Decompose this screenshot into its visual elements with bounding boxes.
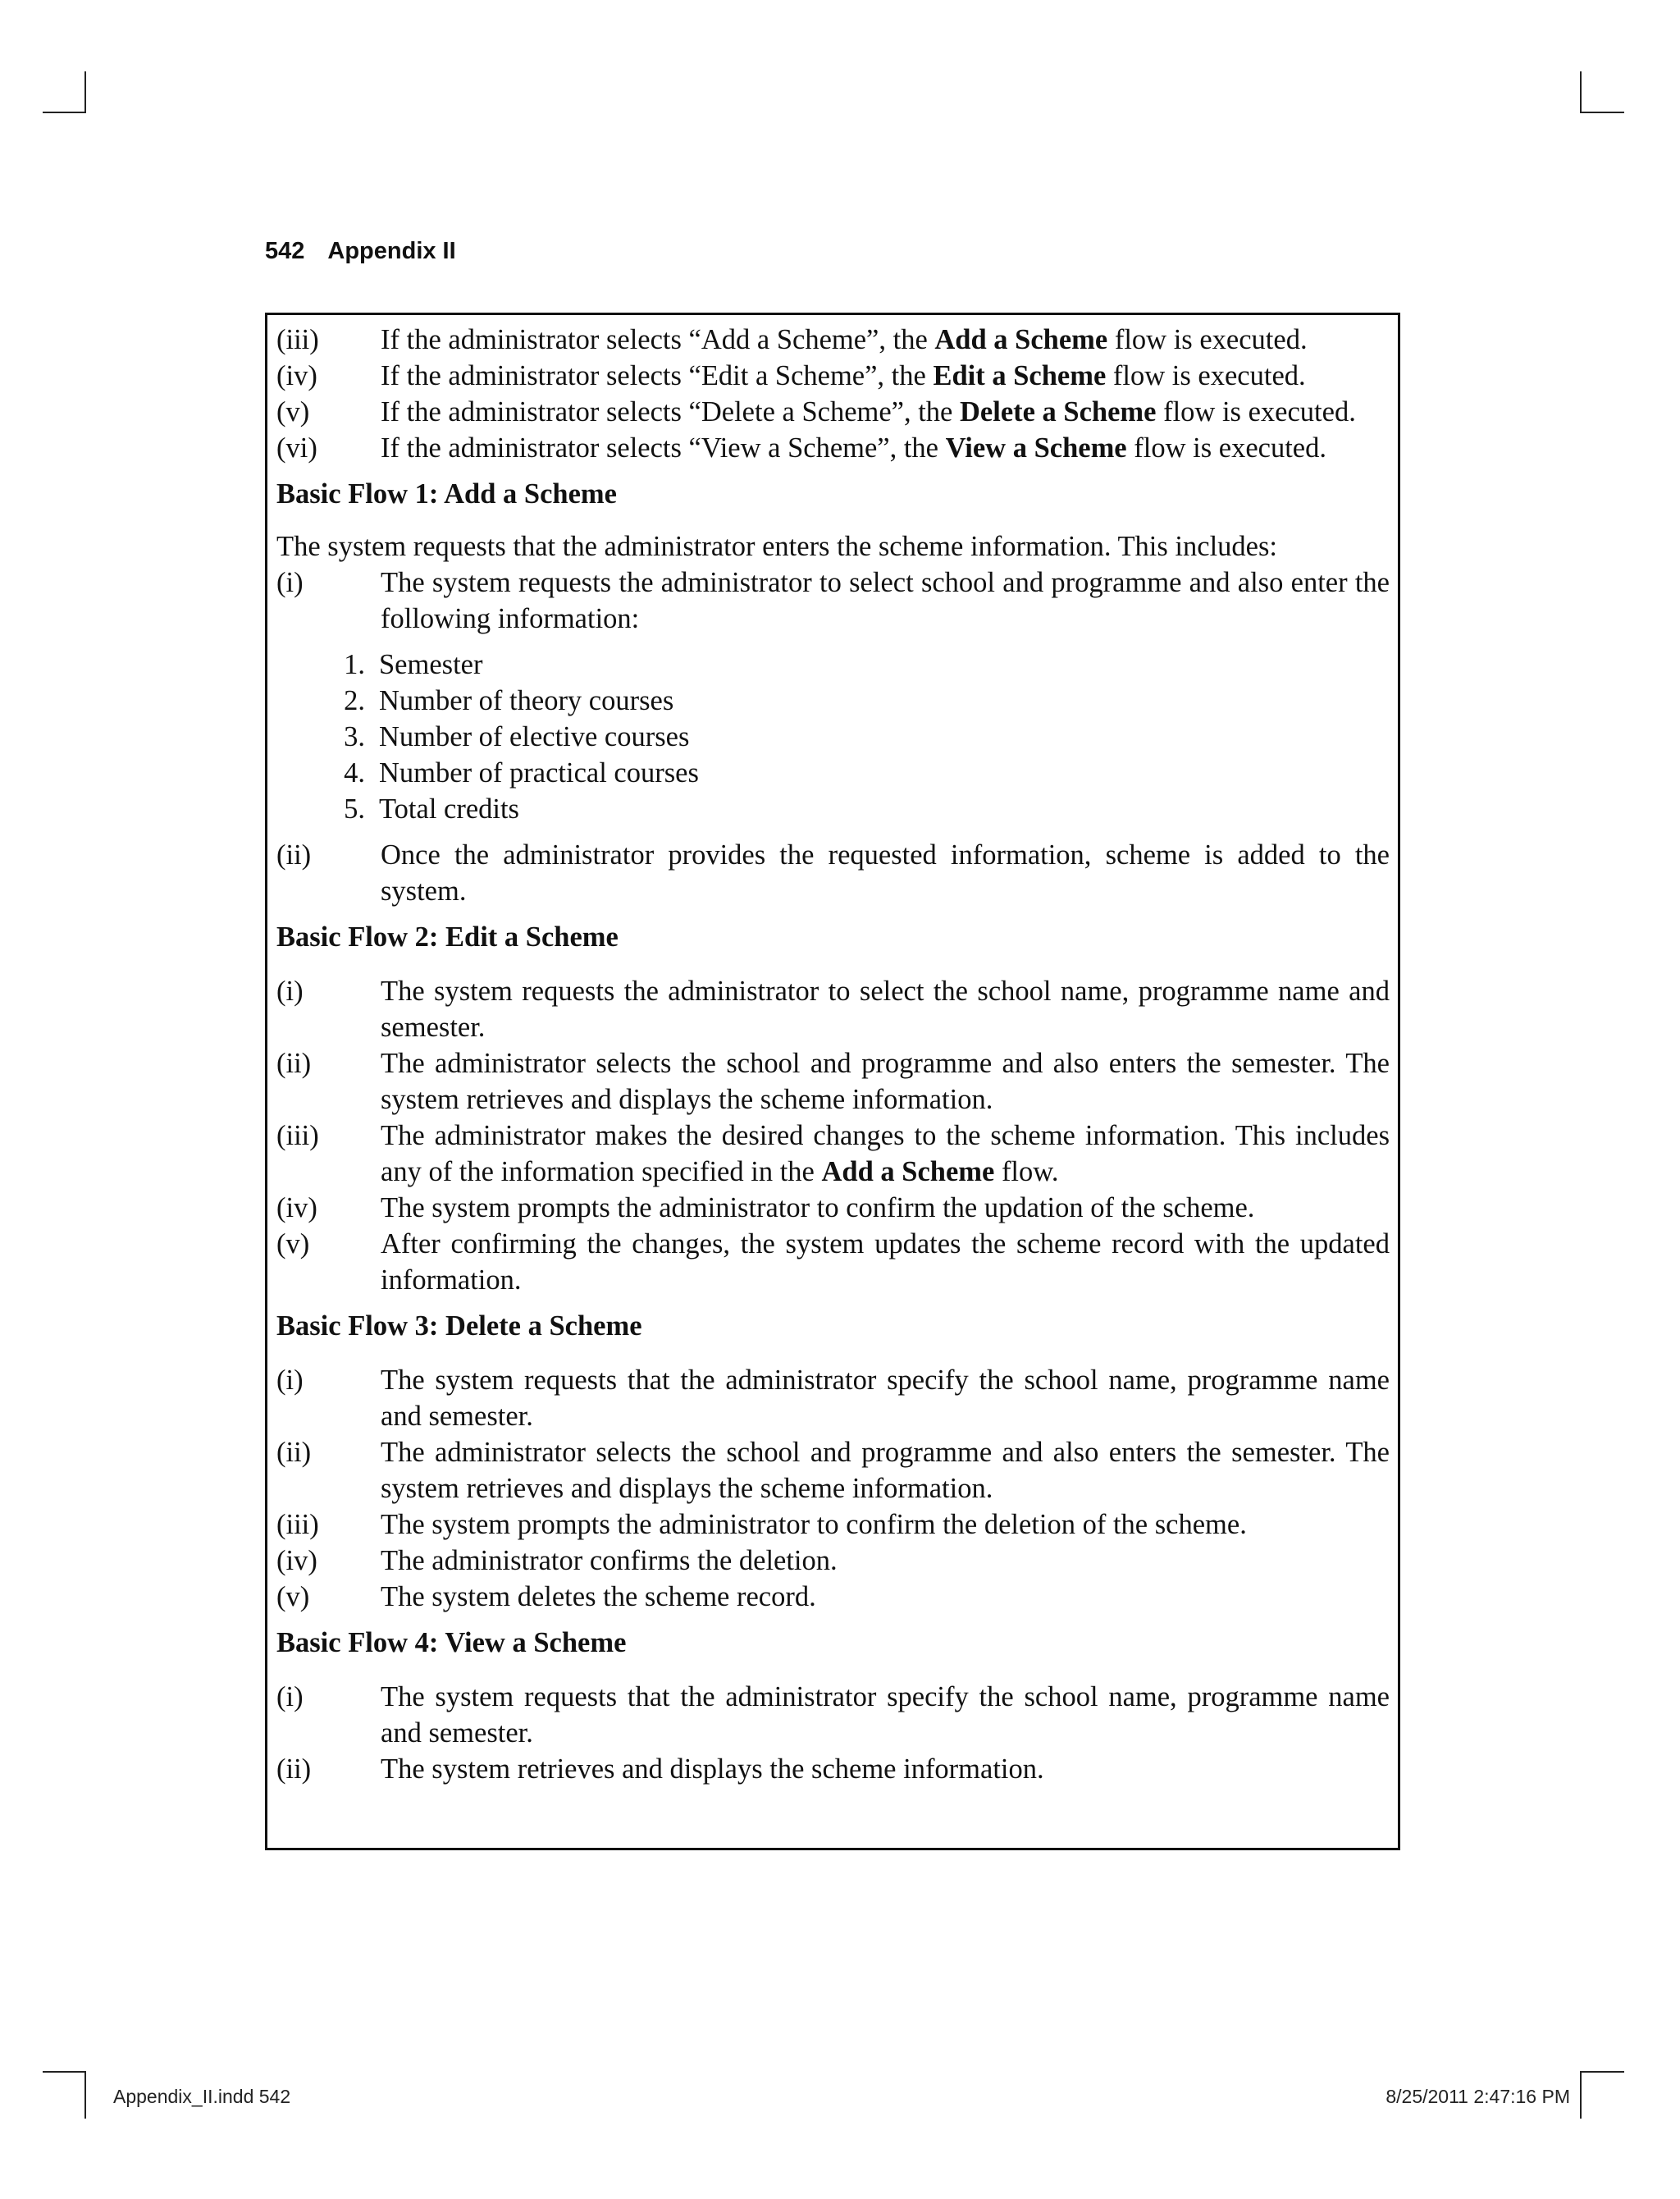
item-text: If the administrator selects “Add a Scheme”, the bbox=[381, 324, 935, 355]
item-text: If the administrator selects “Delete a Scheme”, the bbox=[381, 396, 960, 427]
item-bold: Add a Scheme bbox=[934, 324, 1108, 355]
item-number: (iv) bbox=[276, 1545, 317, 1576]
sublist-number: 3. bbox=[344, 721, 365, 752]
flow2-list bbox=[276, 973, 1390, 1298]
list-item bbox=[276, 1190, 1390, 1226]
item-text-end: flow is executed. bbox=[1107, 324, 1308, 355]
list-item bbox=[276, 837, 1390, 909]
item-text: If the administrator selects “Edit a Scheme”, the bbox=[381, 360, 934, 391]
sublist-number: 2. bbox=[344, 685, 365, 716]
sublist-text: Total credits bbox=[379, 793, 519, 825]
list-item bbox=[276, 1506, 1390, 1543]
item-bold: Delete a Scheme bbox=[960, 396, 1157, 427]
sublist-item bbox=[276, 647, 1390, 683]
use-case-box bbox=[265, 313, 1400, 1850]
list-item bbox=[276, 358, 1390, 394]
list-item bbox=[276, 394, 1390, 430]
flow4-list bbox=[276, 1679, 1390, 1787]
item-text: The system prompts the administrator to confirm the deletion of the scheme. bbox=[381, 1509, 1247, 1540]
item-bold: View a Scheme bbox=[945, 432, 1127, 464]
slug-timestamp: 8/25/2011 2:47:16 PM bbox=[1386, 2086, 1570, 2107]
list-item bbox=[276, 322, 1390, 358]
item-text: The system requests the administrator to select school and programme and also enter the following information: bbox=[381, 567, 1390, 634]
item-number: (ii) bbox=[276, 839, 312, 871]
sublist-number: 5. bbox=[344, 793, 365, 825]
item-number: (i) bbox=[276, 567, 304, 598]
item-number: (i) bbox=[276, 1365, 304, 1396]
item-bold: Add a Scheme bbox=[821, 1156, 995, 1187]
information-sublist bbox=[276, 647, 1390, 827]
list-item bbox=[276, 1543, 1390, 1579]
item-number: (i) bbox=[276, 976, 304, 1007]
item-number: (iv) bbox=[276, 1192, 317, 1223]
sublist-item bbox=[276, 791, 1390, 827]
sublist-text: Number of elective courses bbox=[379, 721, 690, 752]
item-number: (ii) bbox=[276, 1753, 312, 1785]
sublist-item bbox=[276, 719, 1390, 755]
list-item bbox=[276, 1434, 1390, 1506]
sublist-item bbox=[276, 755, 1390, 791]
flow3-list bbox=[276, 1362, 1390, 1615]
item-number: (vi) bbox=[276, 432, 317, 464]
running-head bbox=[265, 238, 456, 265]
item-text-end: flow is executed. bbox=[1106, 360, 1306, 391]
item-text-end: flow is executed. bbox=[1156, 396, 1356, 427]
item-text: The system prompts the administrator to confirm the updation of the scheme. bbox=[381, 1192, 1255, 1223]
crop-mark-bottom-left-v bbox=[84, 2071, 86, 2119]
list-item bbox=[276, 973, 1390, 1045]
item-text: The system requests that the administrator specify the school name, programme name and semester. bbox=[381, 1365, 1390, 1432]
item-number: (iii) bbox=[276, 324, 319, 355]
item-text: The system requests that the administrator specify the school name, programme name and semester. bbox=[381, 1681, 1390, 1749]
item-text: The administrator makes the desired changes to the scheme information. This includes any of the information specified in the bbox=[381, 1120, 1390, 1187]
item-number: (v) bbox=[276, 1581, 310, 1612]
list-item bbox=[276, 430, 1390, 466]
item-text: The administrator selects the school and programme and also enters the semester. The system retrieves and displays the scheme information. bbox=[381, 1048, 1390, 1115]
item-number: (iii) bbox=[276, 1509, 319, 1540]
item-text: Once the administrator provides the requested information, scheme is added to the system. bbox=[381, 839, 1390, 907]
item-number: (iv) bbox=[276, 360, 317, 391]
item-text: If the administrator selects “View a Scheme”, the bbox=[381, 432, 946, 464]
crop-mark-bottom-right-h bbox=[1580, 2071, 1624, 2073]
item-text: The administrator selects the school and programme and also enters the semester. The system retrieves and displays the scheme information. bbox=[381, 1437, 1390, 1504]
flow3-heading: Basic Flow 3: Delete a Scheme bbox=[276, 1310, 642, 1342]
item-number: (iii) bbox=[276, 1120, 319, 1151]
item-number: (i) bbox=[276, 1681, 304, 1712]
page-number: 542 bbox=[265, 238, 305, 264]
item-number: (v) bbox=[276, 396, 310, 427]
list-item bbox=[276, 1226, 1390, 1298]
list-item bbox=[276, 1045, 1390, 1118]
flow1-heading: Basic Flow 1: Add a Scheme bbox=[276, 478, 617, 510]
flow4-heading: Basic Flow 4: View a Scheme bbox=[276, 1627, 627, 1658]
slug-filename: Appendix_II.indd 542 bbox=[113, 2086, 291, 2107]
crop-mark-bottom-left-h bbox=[43, 2071, 86, 2073]
sublist-text: Semester bbox=[379, 649, 483, 680]
crop-mark-top-left-h bbox=[43, 112, 86, 113]
crop-mark-top-left-v bbox=[84, 71, 86, 112]
item-text-end: flow is executed. bbox=[1126, 432, 1326, 464]
crop-mark-top-right-v bbox=[1580, 71, 1582, 112]
sublist-number: 1. bbox=[344, 649, 365, 680]
list-item bbox=[276, 1118, 1390, 1190]
list-item bbox=[276, 1579, 1390, 1615]
item-number: (v) bbox=[276, 1228, 310, 1260]
sublist-text: Number of practical courses bbox=[379, 757, 699, 789]
list-item bbox=[276, 1679, 1390, 1751]
item-bold: Edit a Scheme bbox=[933, 360, 1107, 391]
running-head-title: Appendix II bbox=[327, 238, 456, 264]
item-text: The system requests the administrator to select the school name, programme name and semester. bbox=[381, 976, 1390, 1043]
sublist-text: Number of theory courses bbox=[379, 685, 674, 716]
list-item bbox=[276, 1751, 1390, 1787]
intro-list bbox=[276, 322, 1390, 466]
item-text: The system retrieves and displays the scheme information. bbox=[381, 1753, 1044, 1785]
item-text: The administrator confirms the deletion. bbox=[381, 1545, 838, 1576]
item-number: (ii) bbox=[276, 1048, 312, 1079]
sublist-item bbox=[276, 683, 1390, 719]
list-item bbox=[276, 1362, 1390, 1434]
flow2-heading: Basic Flow 2: Edit a Scheme bbox=[276, 921, 619, 953]
flow1-intro: The system requests that the administrator enters the scheme information. This includes: bbox=[276, 531, 1277, 562]
sublist-number: 4. bbox=[344, 757, 365, 789]
item-number: (ii) bbox=[276, 1437, 312, 1468]
crop-mark-top-right-h bbox=[1580, 112, 1624, 113]
item-text: The system deletes the scheme record. bbox=[381, 1581, 816, 1612]
item-text-end: flow. bbox=[994, 1156, 1059, 1187]
item-text: After confirming the changes, the system updates the scheme record with the updated information. bbox=[381, 1228, 1390, 1296]
list-item bbox=[276, 565, 1390, 637]
crop-mark-bottom-right-v bbox=[1580, 2071, 1582, 2119]
